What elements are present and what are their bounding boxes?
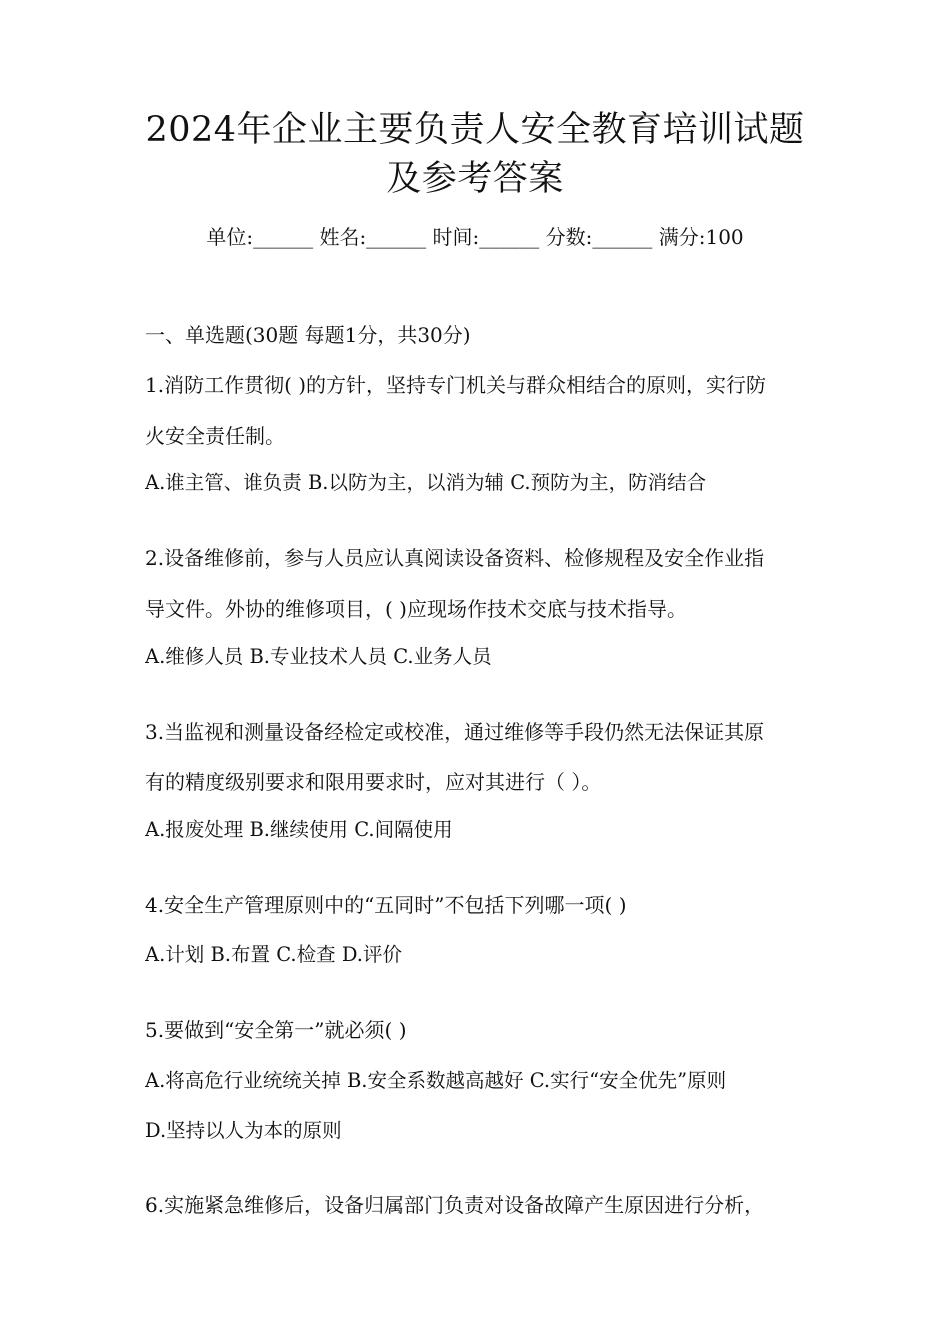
document-title-line-2: 及参考答案: [386, 159, 564, 199]
question-2-options: A.维修人员 B.专业技术人员 C.业务人员: [145, 645, 492, 668]
document-title-line-1: 2024年企业主要负责人安全教育培训试题: [145, 110, 805, 150]
question-5-options-line-1: A.将高危行业统统关掉 B.安全系数越高越好 C.实行“安全优先”原则: [145, 1069, 727, 1092]
question-3-options: A.报废处理 B.继续使用 C.间隔使用: [145, 818, 453, 841]
exam-info-line: 单位:______ 姓名:______ 时间:______ 分数:______ 满分:100: [206, 225, 744, 249]
question-4-options: A.计划 B.布置 C.检查 D.评价: [145, 943, 402, 966]
question-1-line-1: 1.消防工作贯彻( )的方针，坚持专门机关与群众相结合的原则，实行防: [145, 373, 767, 397]
question-2-line-1: 2.设备维修前，参与人员应认真阅读设备资料、检修规程及安全作业指: [145, 546, 765, 570]
question-3-line-1: 3.当监视和测量设备经检定或校准，通过维修等手段仍然无法保证其原: [145, 720, 765, 744]
question-5-options-line-2: D.坚持以人为本的原则: [145, 1119, 342, 1142]
question-2-line-2: 导文件。外协的维修项目，( )应现场作技术交底与技术指导。: [145, 597, 687, 621]
question-1-options: A.谁主管、谁负责 B.以防为主，以消为辅 C.预防为主，防消结合: [145, 471, 707, 494]
section-heading: 一、单选题(30题 每题1分，共30分): [145, 323, 471, 347]
question-4-line-1: 4.安全生产管理原则中的“五同时”不包括下列哪一项( ): [145, 893, 627, 917]
question-1-line-2: 火安全责任制。: [145, 424, 285, 448]
question-3-line-2: 有的精度级别要求和限用要求时，应对其进行（ ）。: [145, 770, 602, 794]
question-5-line-1: 5.要做到“安全第一”就必须( ): [145, 1018, 407, 1042]
question-6-line-1: 6.实施紧急维修后，设备归属部门负责对设备故障产生原因进行分析，: [145, 1193, 765, 1217]
